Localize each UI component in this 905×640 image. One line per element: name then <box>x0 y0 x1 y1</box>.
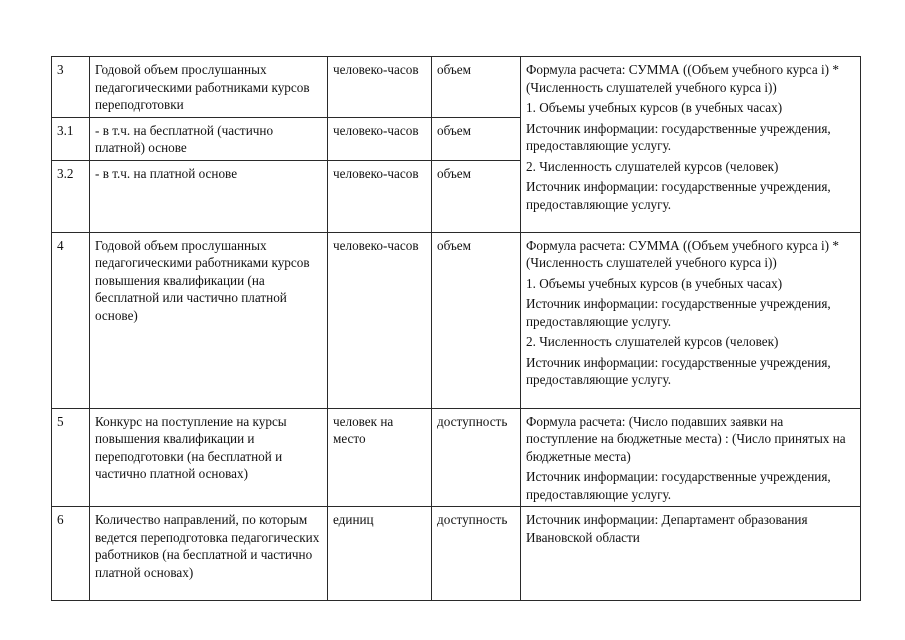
table-row <box>52 408 861 507</box>
formula-item: 1. Объемы учебных курсов (в учебных часах) <box>526 100 783 115</box>
source-text: Источник информации: государственные учреждения, предоставляющие услугу. <box>526 469 831 502</box>
formula-item: 2. Численность слушателей курсов (человек) <box>526 158 779 174</box>
type-cell: объем <box>432 117 521 160</box>
row-number: 3.2 <box>52 160 90 232</box>
type-cell: доступность <box>432 408 521 507</box>
formula-text: Формула расчета: СУММА ((Объем учебного курса i) * (Численность слушателей учебного курса i)) <box>526 62 839 95</box>
indicator-name: Количество направлений, по которым ведется переподготовка педагогических работников (на бесплатной и частично платной основах) <box>90 507 328 601</box>
row-number: 4 <box>52 232 90 408</box>
table-row <box>52 232 861 408</box>
source-text: Источник информации: Департамент образования Ивановской области <box>526 512 808 545</box>
unit-cell: человеко-часов <box>328 232 432 408</box>
type-cell: доступность <box>432 507 521 601</box>
source-text: Источник информации: государственные учреждения, предоставляющие услугу. <box>526 354 831 387</box>
indicator-name: Годовой объем прослушанных педагогическими работниками курсов повышения квалификации (на бесплатной или частично платной основе) <box>90 232 328 408</box>
unit-cell: человеко-часов <box>328 57 432 118</box>
indicator-table <box>51 56 861 601</box>
formula-cell <box>521 232 861 408</box>
row-number: 3.1 <box>52 117 90 160</box>
type-cell: объем <box>432 57 521 118</box>
indicator-name: Годовой объем прослушанных педагогическими работниками курсов переподготовки <box>90 57 328 118</box>
indicator-name: Конкурс на поступление на курсы повышения квалификации и переподготовки (на бесплатной и частично платной основах) <box>90 408 328 507</box>
unit-cell: человеко-часов <box>328 160 432 232</box>
unit-cell: человеко-часов <box>328 117 432 160</box>
formula-text: Формула расчета: СУММА ((Объем учебного курса i) * (Численность слушателей учебного курса i)) <box>526 237 839 270</box>
unit-cell: человек на место <box>328 408 432 507</box>
formula-cell <box>521 57 861 233</box>
unit-cell: единиц <box>328 507 432 601</box>
indicator-name: - в т.ч. на платной основе <box>90 160 328 232</box>
indicator-name: - в т.ч. на бесплатной (частично платной) основе <box>90 117 328 160</box>
table-row <box>52 57 861 118</box>
formula-item: 1. Объемы учебных курсов (в учебных часах) <box>526 275 783 291</box>
row-number: 3 <box>52 57 90 118</box>
formula-text: Формула расчета: (Число подавших заявки на поступление на бюджетные места) : (Число принятых на бюджетные места) <box>526 413 846 464</box>
row-number: 5 <box>52 408 90 507</box>
source-text: Источник информации: государственные учреждения, предоставляющие услугу. <box>526 120 831 153</box>
source-text: Источник информации: государственные учреждения, предоставляющие услугу. <box>526 296 831 329</box>
type-cell: объем <box>432 232 521 408</box>
formula-cell <box>521 507 861 601</box>
type-cell: объем <box>432 160 521 232</box>
row-number: 6 <box>52 507 90 601</box>
table-row <box>52 507 861 601</box>
source-text: Источник информации: государственные учреждения, предоставляющие услугу. <box>526 179 831 212</box>
formula-item: 2. Численность слушателей курсов (человек) <box>526 334 779 349</box>
formula-cell <box>521 408 861 507</box>
